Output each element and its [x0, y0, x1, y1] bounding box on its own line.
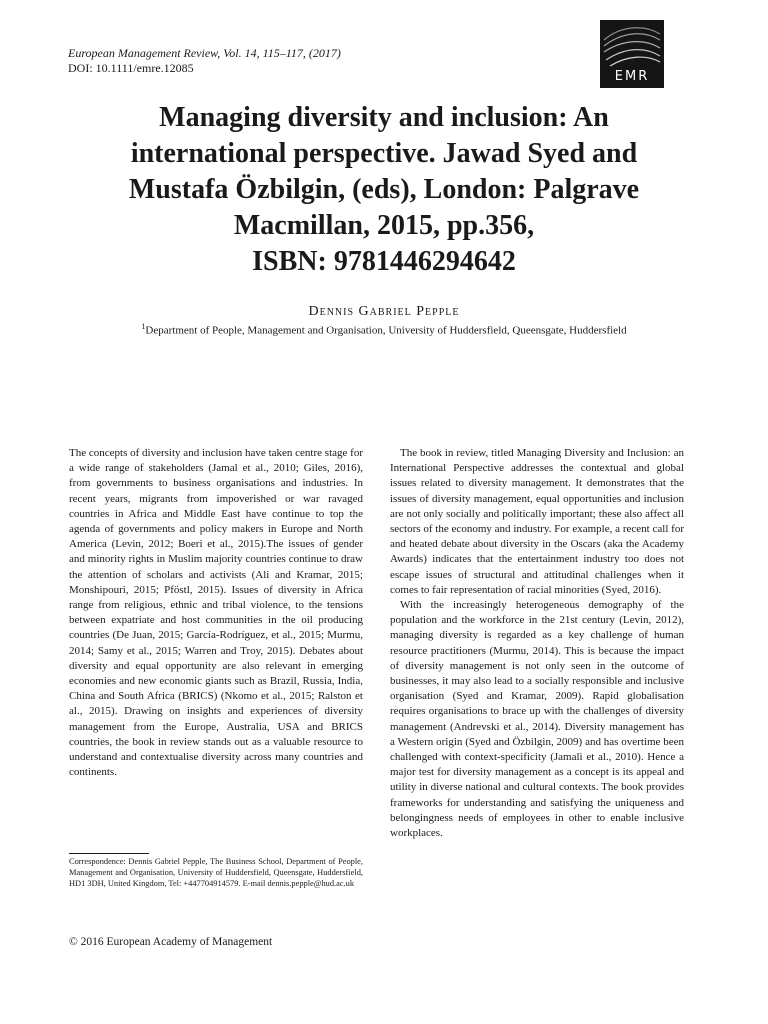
correspondence-note: Correspondence: Dennis Gabriel Pepple, The Business School, Department of People, Management and Organisation, University of Huddersfield, Queensgate, Huddersfield, HD1 3DH, United Kingdom, Tel: +447704914579. E-mail dennis.pepple@hud.ac.uk [69, 857, 363, 888]
affiliation-marker: 1 [141, 322, 146, 331]
left-column [69, 446, 363, 780]
footnote-divider [69, 853, 149, 854]
doi: DOI: 10.1111/emre.12085 [68, 61, 194, 75]
journal-citation: European Management Review, Vol. 14, 115–117, (2017) [68, 46, 341, 60]
affiliation-text: Department of People, Management and Organisation, University of Huddersfield, Queensgate, Huddersfield [145, 324, 627, 337]
article-title [40, 100, 728, 280]
author-affiliation [0, 320, 768, 338]
title-line: Managing diversity and inclusion: An [159, 102, 609, 133]
emr-logo [600, 20, 664, 88]
title-line: ISBN: 9781446294642 [252, 246, 516, 277]
logo-text: EMR [614, 69, 650, 84]
body-paragraph: The concepts of diversity and inclusion have taken centre stage for a wide range of stakeholders (Jamal et al., 2010; Giles, 2016), from governments to business organisations and industries. In recent years, migrants from impoverished or war ravaged countries in Africa and Middle East have continue to top the agenda of governments and policy makers in Europe and North America (Levin, 2012; Boeri et al., 2015).The issues of gender and minority rights in Muslim majority countries continue to draw the attention of scholars and activists (Ali and Kramar, 2015; Monshipouri, 2015; Pföstl, 2015). Issues of diversity in Africa range from religious, ethnic and tribal violence, to the tensions between expatriate and host communities in the oil producing countries (De Juan, 2015; García-Rodríguez, et al., 2015; Murmu, 2014; Samy et al., 2015; Warren and Troy, 2015). Debates about diversity and equal opportunity are also relevant in emerging economies and new economic giants such as Brazil, Russia, India, China and South Africa (BRICS) (Nkomo et al., 2015; Ralston et al., 2015). Drawing on insights and experiences of diversity management from the Europe, Australia, USA and BRICS countries, the book in review stands out as a valuable resource to understand and contextualise diversity across many countries and continents. [69, 447, 363, 779]
body-paragraph: With the increasingly heterogeneous demography of the population and the workforce in the 21st century (Levin, 2012), managing diversity is regarded as a key challenge of human resource practitioners (Murmu, 2014). This is because the impact of diversity management is not only seen in the outcome of businesses, it may also lead to a socially responsible and inclusive organisation (Syed and Kramar, 2009). Rapid globalisation requires organisations to brace up with the challenges of diversity management (Andrevski et al., 2014). Diversity management has a Western origin (Syed and Özbilgin, 2009) and has overtime been challenged with context-specificity (Jamali et al., 2010). Hence a major test for diversity management as a concept is its appeal and utility in diverse national and cultural contexts. The book provides frameworks for understanding and satisfying the uniqueness and belongingness needs of employees in other to enable inclusive workplaces. [390, 599, 684, 840]
copyright-notice: © 2016 European Academy of Management [69, 936, 273, 948]
title-line: Macmillan, 2015, pp.356, [233, 210, 535, 241]
right-column [390, 446, 684, 841]
journal-reference [68, 46, 341, 76]
body-paragraph: The book in review, titled Managing Diversity and Inclusion: an International Perspective addresses the contextual and global issues related to diversity management. It demonstrates that the issues of diversity management, equal opportunities and inclusion are not only socially and politically important; these also affect all sectors of the economy and industry. For example, a recent call for and heated debate about diversity in the Oscars (aka the Academy Awards) indicates that the entertainment industry too does not escape issues of structural and attitudinal challenges when it comes to fair representation of racial minorities (Syed, 2016). [390, 447, 684, 596]
title-line: Mustafa Özbilgin, (eds), London: Palgrave [128, 174, 640, 205]
author-name: Dennis Gabriel Pepple [308, 304, 460, 319]
title-line: international perspective. Jawad Syed and [130, 138, 638, 169]
